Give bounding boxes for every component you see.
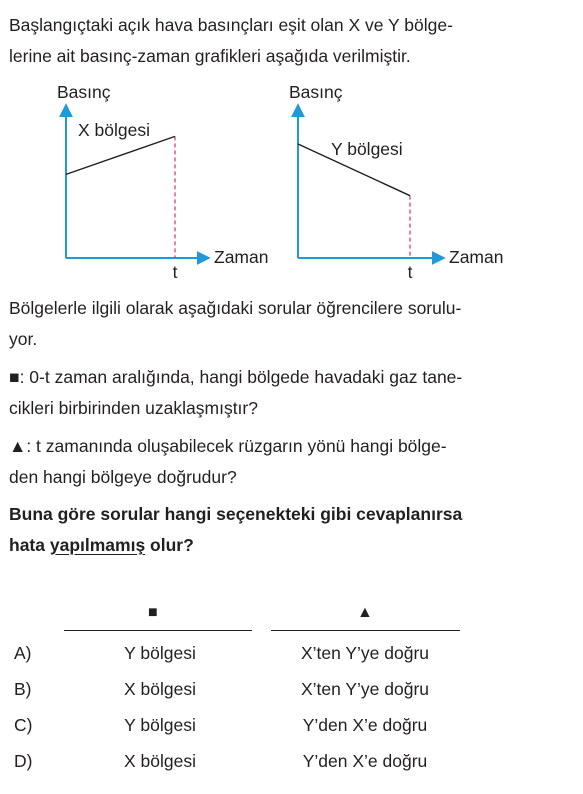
- option-square-answer: Y bölgesi: [124, 643, 196, 663]
- chart-x-series-line: [66, 136, 175, 174]
- pressure-time-charts: [0, 76, 583, 286]
- chart-y: [289, 82, 503, 282]
- square-question: [9, 362, 577, 424]
- chart-x-series-label: X bölgesi: [78, 120, 150, 140]
- header-square: ■: [148, 604, 158, 621]
- option-triangle-answer: X’ten Y’ye doğru: [300, 643, 430, 663]
- option-row-b[interactable]: [0, 679, 583, 715]
- intro-line-2: lerine ait basınç-zaman grafikleri aşağıda verilmiştir.: [9, 46, 411, 66]
- chart-x-ylabel: Basınç: [57, 82, 111, 102]
- option-letter: D): [14, 751, 33, 771]
- triangle-question-line-1: : t zamanında oluşabilecek rüzgarın yönü hangi bölge-: [26, 436, 447, 456]
- option-triangle-answer: X’ten Y’ye doğru: [300, 679, 430, 699]
- question-stem-line-1: Buna göre sorular hangi seçenekteki gibi cevaplanırsa: [9, 504, 463, 524]
- question-stem: [9, 499, 577, 561]
- option-square-answer: X bölgesi: [124, 679, 196, 699]
- chart-x: [57, 82, 268, 282]
- triangle-symbol: ▲: [9, 436, 27, 456]
- intro-line-1: Başlangıçtaki açık hava basınçları eşit olan X ve Y bölge-: [9, 15, 453, 35]
- question-stem-underlined: yapılmamış: [49, 535, 146, 555]
- header-rule-triangle: [271, 630, 460, 631]
- chart-y-tick-t: t: [407, 262, 413, 282]
- option-letter: B): [14, 679, 32, 699]
- chart-y-ylabel: Basınç: [289, 82, 343, 102]
- square-question-line-1: : 0-t zaman aralığında, hangi bölgede havadaki gaz tane-: [19, 367, 463, 387]
- option-letter: A): [14, 643, 32, 663]
- option-triangle-answer: Y’den X’e doğru: [302, 715, 428, 735]
- charts-svg: [0, 76, 583, 286]
- chart-x-xlabel: Zaman: [214, 247, 269, 267]
- chart-x-tick-t: t: [172, 262, 178, 282]
- question-intro-line-2: yor.: [9, 329, 38, 349]
- chart-y-xlabel: Zaman: [449, 247, 504, 267]
- square-question-line-2: cikleri birbirinden uzaklaşmıştır?: [9, 398, 258, 418]
- question-intro: [9, 293, 577, 355]
- header-triangle: ▲: [357, 604, 373, 621]
- question-intro-line-1: Bölgelerle ilgili olarak aşağıdaki sorular öğrencilere sorulu-: [9, 298, 462, 318]
- option-square-answer: X bölgesi: [124, 751, 196, 771]
- intro-text: [9, 10, 577, 72]
- square-symbol: ■: [9, 367, 20, 387]
- option-row-d[interactable]: [0, 751, 583, 787]
- chart-y-series-label: Y bölgesi: [331, 139, 403, 159]
- option-row-a[interactable]: [0, 643, 583, 679]
- option-row-c[interactable]: [0, 715, 583, 751]
- question-stem-line-2-pre: hata: [9, 535, 50, 555]
- question-stem-line-2-post: olur?: [145, 535, 194, 555]
- triangle-question-line-2: den hangi bölgeye doğrudur?: [9, 467, 237, 487]
- triangle-question: [9, 431, 577, 493]
- header-rule-square: [64, 630, 252, 631]
- option-square-answer: Y bölgesi: [124, 715, 196, 735]
- option-triangle-answer: Y’den X’e doğru: [302, 751, 428, 771]
- option-letter: C): [14, 715, 33, 735]
